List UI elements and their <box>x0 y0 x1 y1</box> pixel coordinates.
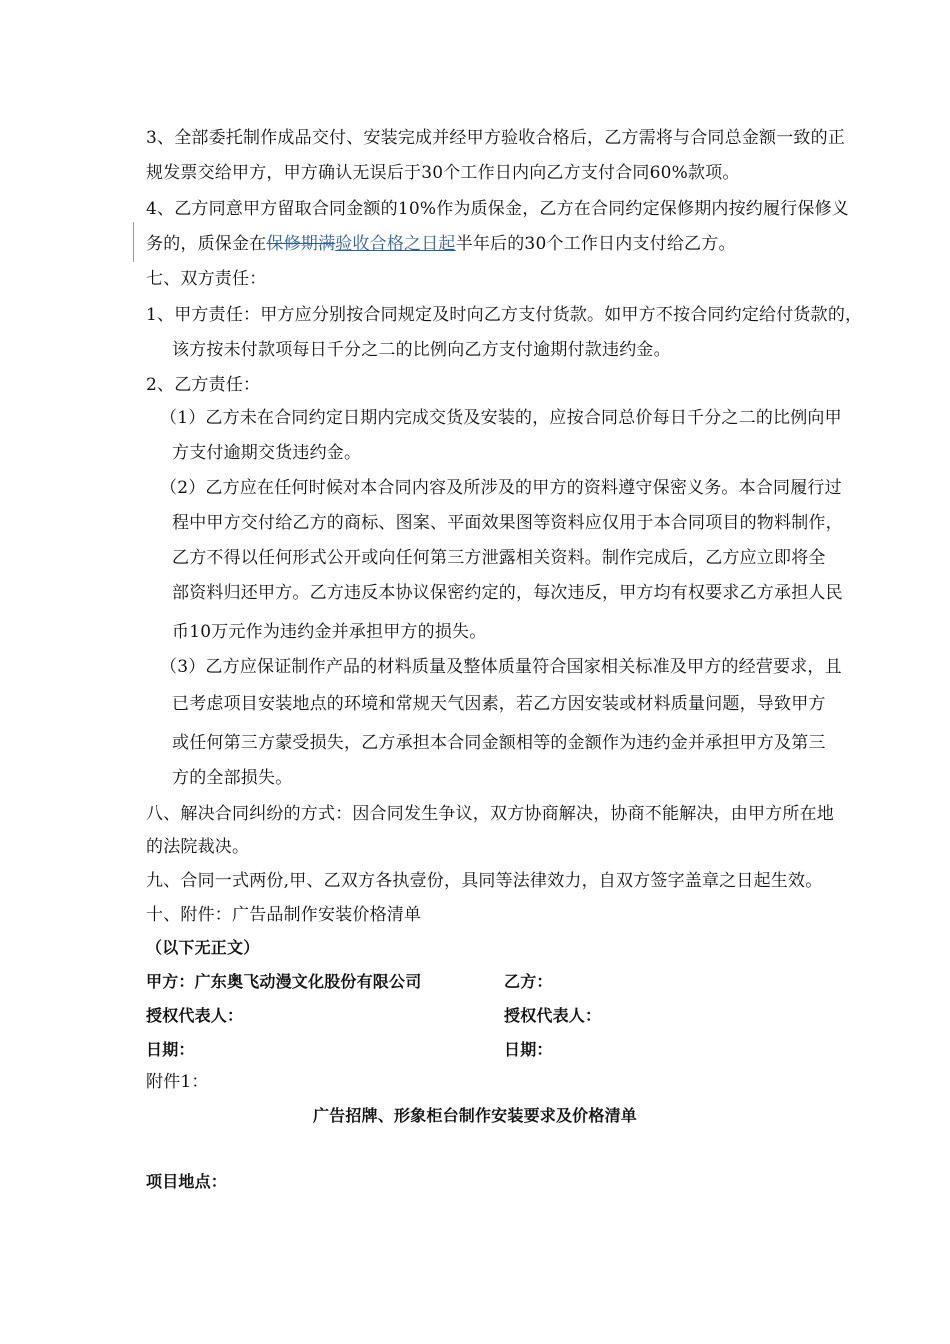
section-8-line-2: 的法院裁决。 <box>146 837 250 857</box>
clause-4-text-b: 半年后的30个工作日内支付给乙方。 <box>455 234 736 254</box>
item-2-line-3: 乙方不得以任何形式公开或向任何第三方泄露相关资料。制作完成后，乙方应立即将全 <box>172 548 826 568</box>
party-b-date: 日期： <box>504 1040 553 1059</box>
section-7-heading: 七、双方责任： <box>146 269 267 289</box>
attachment-title: 广告招牌、形象柜台制作安装要求及价格清单 <box>312 1106 637 1125</box>
item-2-line-5: 币10万元作为违约金并承担甲方的损失。 <box>172 622 487 642</box>
section-9-line: 九、合同一式两份,甲、乙双方各执壹份，具同等法律效力，自双方签字盖章之日起生效。 <box>146 871 823 891</box>
party-b-duty-heading: 2、乙方责任： <box>146 375 261 395</box>
tracked-insertion: 验收合格之日起 <box>335 234 456 254</box>
party-b-name: 乙方： <box>504 972 553 991</box>
clause-4-line-2 <box>146 234 736 254</box>
item-1-line-1: （1）乙方未在合同约定日期内完成交货及安装的，应按合同总价每日千分之二的比例向甲 <box>160 408 842 428</box>
project-location-label: 项目地点： <box>146 1172 228 1191</box>
tracked-deletion: 保修期满 <box>266 234 336 254</box>
attachment-label: 附件1： <box>146 1072 209 1092</box>
item-3-line-2: 已考虑项目安装地点的环境和常规天气因素，若乙方因安装或材料质量问题，导致甲方 <box>172 694 826 714</box>
item-2-line-1: （2）乙方应在任何时候对本合同内容及所涉及的甲方的资料遵守保密义务。本合同履行过 <box>160 478 842 498</box>
party-a-date: 日期： <box>146 1040 195 1059</box>
clause-4-text-a: 务的，质保金在 <box>146 234 267 254</box>
revision-change-bar <box>133 222 134 262</box>
clause-3-line-1: 3、全部委托制作成品交付、安装完成并经甲方验收合格后，乙方需将与合同总金额一致的正 <box>146 128 846 148</box>
item-2-line-2: 程中甲方交付给乙方的商标、图案、平面效果图等资料应仅用于本合同项目的物料制作， <box>172 513 843 533</box>
section-10-line: 十、附件：广告品制作安装价格清单 <box>146 905 422 925</box>
item-1-line-2: 方支付逾期交货违约金。 <box>172 443 362 463</box>
party-a-representative: 授权代表人： <box>146 1006 244 1025</box>
party-b-representative: 授权代表人： <box>504 1006 602 1025</box>
clause-4-line-1: 4、乙方同意甲方留取合同金额的10%作为质保金，乙方在合同约定保修期内按约履行保修义 <box>146 199 849 219</box>
item-3-line-4: 方的全部损失。 <box>172 768 293 788</box>
clause-3-line-2: 规发票交给甲方，甲方确认无误后于30个工作日内向乙方支付合同60%款项。 <box>146 163 740 183</box>
item-3-line-1: （3）乙方应保证制作产品的材料质量及整体质量符合国家相关标准及甲方的经营要求，且 <box>160 657 842 677</box>
party-a-duty-line-1: 1、甲方责任：甲方应分别按合同规定及时向乙方支付货款。如甲方不按合同约定给付货款的， <box>146 305 863 325</box>
party-a-duty-line-2: 该方按未付款项每日千分之二的比例向乙方支付逾期付款违约金。 <box>172 340 671 360</box>
item-3-line-3: 或任何第三方蒙受损失，乙方承担本合同金额相等的金额作为违约金并承担甲方及第三 <box>172 733 826 753</box>
end-of-text-note: （以下无正文） <box>146 938 260 957</box>
party-a-name: 甲方：广东奥飞动漫文化股份有限公司 <box>146 972 422 991</box>
section-8-line-1: 八、解决合同纠纷的方式：因合同发生争议，双方协商解决，协商不能解决，由甲方所在地 <box>146 804 834 824</box>
item-2-line-4: 部资料归还甲方。乙方违反本协议保密约定的，每次违反，甲方均有权要求乙方承担人民 <box>172 583 843 603</box>
